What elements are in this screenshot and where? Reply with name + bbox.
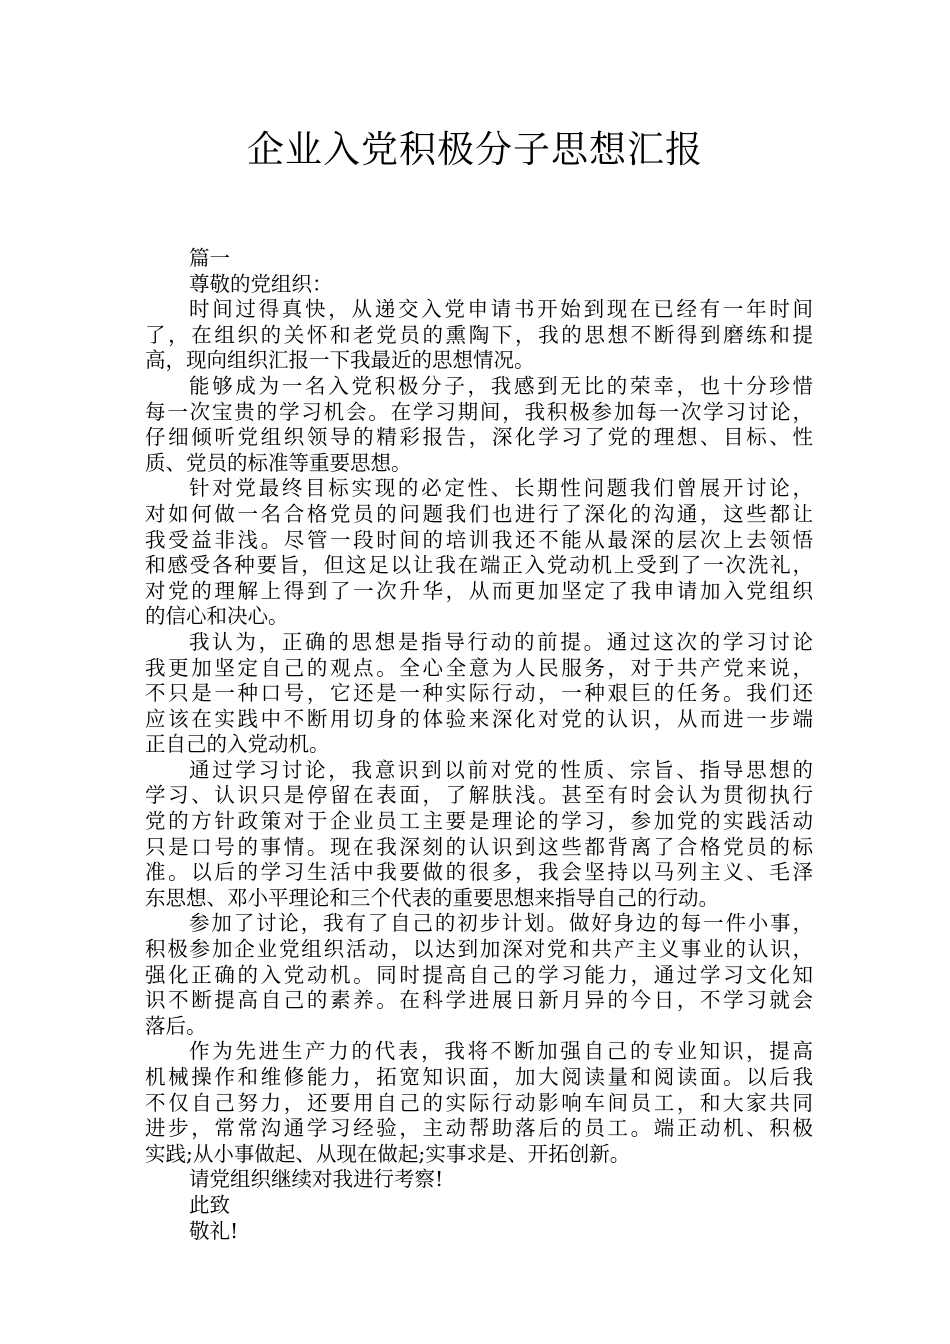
document-body (145, 246, 813, 1244)
text-line: 尊敬的党组织： (189, 271, 333, 296)
text-line: 对如何做一名合格党员的问题我们也进行了深化的沟通，这些都让 (145, 501, 813, 526)
text-line: 强化正确的入党动机。同时提高自己的学习能力，通过学习文化知 (145, 962, 813, 987)
text-line: 篇一 (189, 246, 230, 270)
text-line: 时间过得真快，从递交入党申请书开始到现在已经有一年时间 (189, 297, 813, 322)
text-line: 参加了讨论，我有了自己的初步计划。做好身边的每一件小事， (189, 911, 813, 936)
text-line: 针对党最终目标实现的必定性、长期性问题我们曾展开讨论， (189, 476, 813, 501)
text-line: 识不断提高自己的素养。在科学进展日新月异的今日，不学习就会 (145, 988, 813, 1013)
text-line: 东思想、邓小平理论和三个代表的重要思想来指导自己的行动。 (145, 885, 719, 910)
text-line: 每一次宝贵的学习机会。在学习期间，我积极参加每一次学习讨论， (145, 399, 813, 424)
text-line: 准。以后的学习生活中我要做的很多，我会坚持以马列主义、毛泽 (145, 860, 813, 885)
text-line: 质、党员的标准等重要思想。 (145, 450, 412, 475)
text-line: 的信心和决心。 (145, 604, 289, 629)
text-line: 不仅自己努力，还要用自己的实际行动影响车间员工，和大家共同 (145, 1090, 813, 1115)
text-line: 机械操作和维修能力，拓宽知识面，加大阅读量和阅读面。以后我 (145, 1065, 813, 1089)
text-line: 我认为，正确的思想是指导行动的前提。通过这次的学习讨论 (189, 629, 813, 654)
text-line: 对党的理解上得到了一次升华，从而更加坚定了我申请加入党组织 (145, 578, 813, 603)
text-line: 学习、认识只是停留在表面，了解肤浅。甚至有时会认为贯彻执行 (145, 783, 813, 808)
text-line: 了，在组织的关怀和老党员的熏陶下，我的思想不断得到磨练和提 (145, 322, 813, 347)
text-line: 落后。 (145, 1013, 207, 1038)
text-line: 我更加坚定自己的观点。全心全意为人民服务，对于共产党来说， (145, 655, 813, 680)
text-line: 正自己的入党动机。 (145, 732, 330, 757)
text-line: 作为先进生产力的代表，我将不断加强自己的专业知识，提高 (189, 1039, 813, 1064)
document-title: 企业入党积极分子思想汇报 (247, 128, 703, 171)
text-line: 实践;从小事做起、从现在做起;实事求是、开拓创新。 (145, 1141, 631, 1166)
text-line: 此致 (189, 1192, 230, 1217)
text-line: 积极参加企业党组织活动，以达到加深对党和共产主义事业的认识， (145, 937, 813, 962)
text-line: 高，现向组织汇报一下我最近的思想情况。 (145, 348, 535, 373)
text-line: 进步，常常沟通学习经验，主动帮助落后的员工。端正动机、积极 (145, 1116, 813, 1141)
text-line: 和感受各种要旨，但这足以让我在端正入党动机上受到了一次洗礼， (145, 553, 813, 578)
text-line: 请党组织继续对我进行考察! (189, 1167, 444, 1192)
text-line: 能够成为一名入党积极分子，我感到无比的荣幸，也十分珍惜 (189, 373, 813, 398)
text-line: 党的方针政策对于企业员工主要是理论的学习，参加党的实践活动 (145, 809, 813, 834)
text-line: 敬礼! (189, 1218, 239, 1243)
text-line: 我受益非浅。尽管一段时间的培训我还不能从最深的层次上去领悟 (145, 527, 813, 552)
text-line: 应该在实践中不断用切身的体验来深化对党的认识，从而进一步端 (145, 706, 813, 731)
text-line: 仔细倾听党组织领导的精彩报告，深化学习了党的理想、目标、性 (145, 425, 813, 450)
text-line: 只是口号的事情。现在我深刻的认识到这些都背离了合格党员的标 (145, 834, 813, 859)
text-line: 通过学习讨论，我意识到以前对党的性质、宗旨、指导思想的 (189, 757, 813, 782)
text-line: 不只是一种口号，它还是一种实际行动，一种艰巨的任务。我们还 (145, 681, 813, 706)
